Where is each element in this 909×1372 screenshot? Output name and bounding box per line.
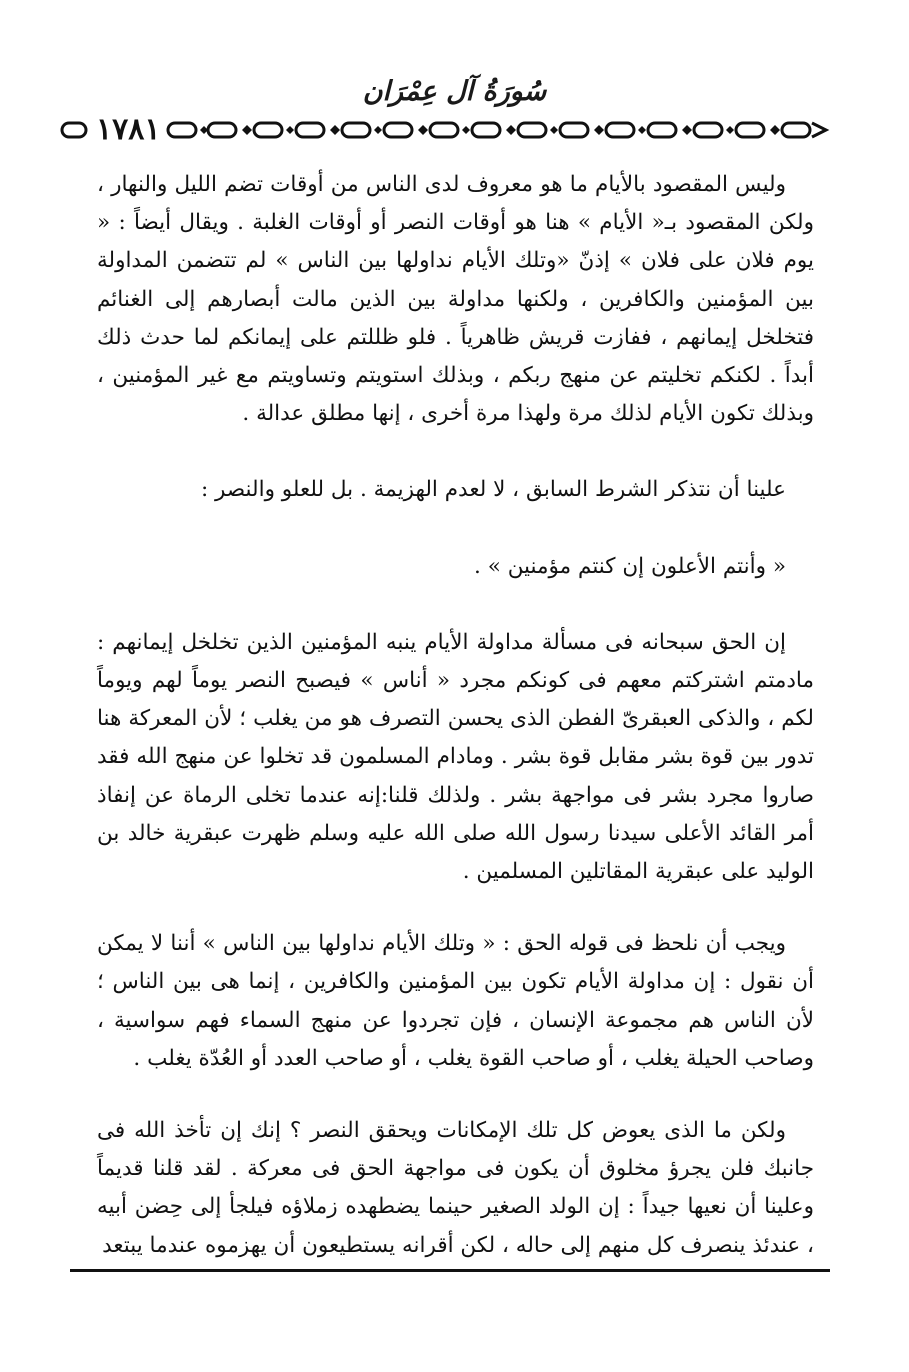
paragraph: ويجب أن نلحظ فى قوله الحق : « وتلك الأيام نداولها بين الناس » أننا لا يمكن أن نقول : إن مداولة الأيام تكون بين المؤمنين والكافرين ، إنما هى بين الناس ؛ لأن الناس هم مجموعة الإنسان ، فإن تجردوا عن منهج السماء فهم سواسية ، وصاحب الحيلة يغلب ، أو صاحب القوة يغلب ، أو صاحب العدد أو العُدّة يغلب . xyxy=(97,931,814,1071)
body-text xyxy=(97,166,814,1265)
surah-title: سُورَةُ آل عِمْرَان xyxy=(362,76,547,107)
footer-divider xyxy=(70,1269,830,1272)
paragraph: علينا أن نتذكر الشرط السابق ، لا لعدم الهزيمة . بل للعلو والنصر : xyxy=(200,477,786,503)
quran-verse: « وأنتم الأعلون إن كنتم مؤمنين » . xyxy=(474,553,786,579)
paragraph: ولكن ما الذى يعوض كل تلك الإمكانات ويحقق النصر ؟ إنك إن تأخذ الله فى جانبك فلن يجرؤ مخلوق أن يكون فى مواجهة الحق فى معركة . لقد قلنا قديماً وعلينا أن نعيها جيداً : إن الولد الصغير حينما يضطهده زملاؤه فيلجأ إلى حِضن أبيه ، عندئذ ينصرف كل منهم إلى حاله ، لكن أقرانه يستطيعون أن يهزموه عندما يبتعد xyxy=(97,1118,814,1258)
paragraph: وليس المقصود بالأيام ما هو معروف لدى الناس من أوقات تضم الليل والنهار ، ولكن المقصود بـ« الأيام » هنا هو أوقات النصر أو أوقات الغلبة . ويقال أيضاً : « يوم فلان على فلان » إذنّ «وتلك الأيام نداولها بين الناس » لم تتضمن المداولة بين المؤمنين والكافرين ، ولكنها مداولة بين الذين مالت أبصارهم إلى الغنائم فتخلخل إيمانهم ، ففازت قريش ظاهرياً . فلو ظللتم على إيمانكم لما حدث ذلك أبداً . لكنكم تخليتم عن منهج ربكم ، وبذلك استويتم وتساويتم مع غير المؤمنين ، وبذلك تكون الأيام لذلك مرة ولهذا مرة أخرى ، إنها مطلق عدالة . xyxy=(97,172,814,427)
page-number: ١٧٨١ xyxy=(96,112,161,147)
ornament-border xyxy=(60,114,832,148)
paragraph: إن الحق سبحانه فى مسألة مداولة الأيام ينبه المؤمنين الذين تخلخل إيمانهم : مادمتم اشتركتم معهم فى كونكم مجرد « أناس » فيصبح النصر يوماً لهم ويوماً لكم ، والذكى العبقرىّ الفطن الذى يحسن التصرف هو من يغلب ؛ لأن المعركة هنا تدور بين قوة بشر مقابل قوة بشر . ومادام المسلمون قد تخلوا عن منهج الله فقد صاروا مجرد بشر فى مواجهة بشر . ولذلك قلنا:إنه عندما تخلى الرماة عن إنفاذ أمر القائد الأعلى سيدنا رسول الله صلى الله عليه وسلم ظهرت عبقرية خالد بن الوليد على عبقرية المقاتلين المسلمين . xyxy=(97,629,815,885)
